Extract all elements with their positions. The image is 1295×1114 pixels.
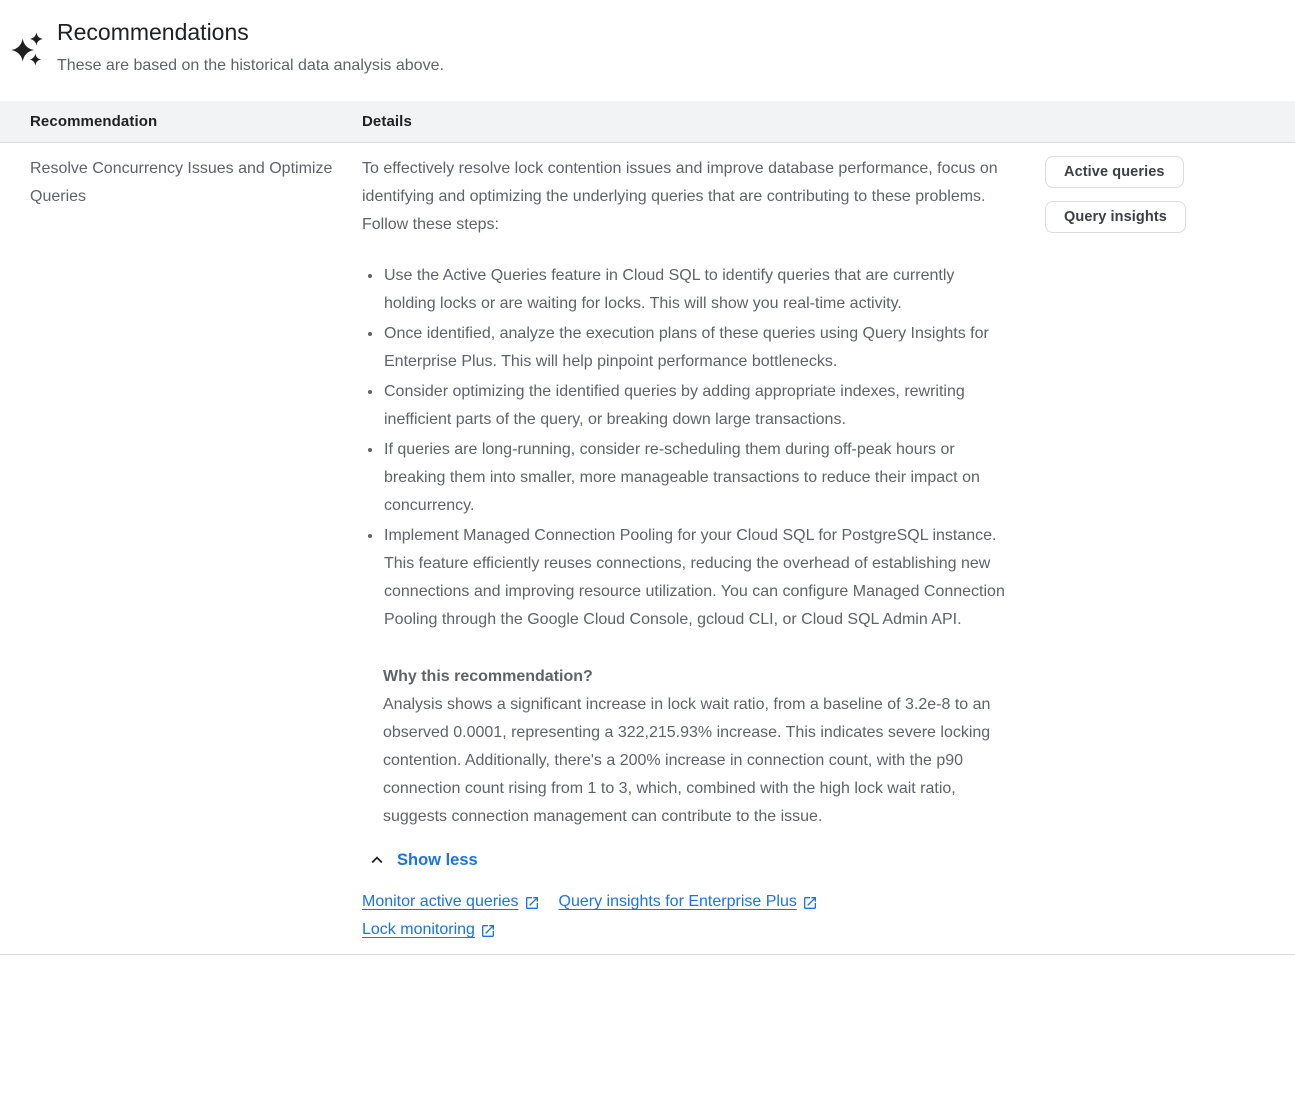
recommendations-header xyxy=(0,0,1295,78)
details-intro: To effectively resolve lock contention issues and improve database performance, focus on identifying and optimizing the underlying queries that are contributing to these problems. Follow these steps: xyxy=(362,160,998,233)
link-query-insights-enterprise-plus[interactable]: Query insights for Enterprise Plus xyxy=(559,888,818,916)
open-in-new-icon xyxy=(480,922,496,939)
page-subtitle: These are based on the historical data analysis above. xyxy=(57,57,444,74)
open-in-new-icon xyxy=(802,894,818,911)
chevron-up-icon xyxy=(366,849,388,871)
list-item: • Use the Active Queries feature in Cloud SQL to identify queries that are currently holding locks or are waiting for locks. This will show you real-time activity. xyxy=(383,262,1008,318)
list-item: • If queries are long-running, consider re-scheduling them during off-peak hours or breaking them into smaller, more manageable transactions to reduce their impact on concurrency. xyxy=(383,436,1008,520)
open-in-new-icon xyxy=(524,894,540,911)
documentation-links xyxy=(362,888,1008,944)
recommendations-table xyxy=(0,101,1295,955)
column-header-details: Details xyxy=(362,113,412,130)
link-lock-monitoring[interactable]: Lock monitoring xyxy=(362,916,496,944)
page-title: Recommendations xyxy=(57,19,249,45)
why-recommendation-heading: Why this recommendation? xyxy=(383,668,593,685)
list-item: • Once identified, analyze the execution plans of these queries using Query Insights for Enterprise Plus. This will help pinpoint performance bottlenecks. xyxy=(383,320,1008,376)
link-monitor-active-queries[interactable]: Monitor active queries xyxy=(362,888,540,916)
why-recommendation-block xyxy=(383,663,1008,831)
list-item: • Consider optimizing the identified queries by adding appropriate indexes, rewriting inefficient parts of the query, or breaking down large transactions. xyxy=(383,378,1008,434)
recommendation-cell: Resolve Concurrency Issues and Optimize Queries xyxy=(30,160,333,205)
active-queries-chip[interactable]: Active queries xyxy=(1045,156,1184,188)
table-header-row xyxy=(0,101,1295,143)
details-cell xyxy=(362,155,1020,944)
query-insights-chip[interactable]: Query insights xyxy=(1045,201,1186,233)
table-row xyxy=(0,143,1295,955)
why-recommendation-text: Analysis shows a significant increase in lock wait ratio, from a baseline of 3.2e-8 to an observed 0.0001, representing a 322,215.93% increase. This indicates severe locking contention. Additionally, there's a 200% increase in connection count, with the p90 connection count rising from 1 to 3, which, combined with the high lock wait ratio, suggests connection management can contribute to the issue. xyxy=(383,696,991,825)
show-less-button[interactable] xyxy=(366,849,478,871)
list-item: • Implement Managed Connection Pooling for your Cloud SQL for PostgreSQL instance. This feature efficiently reuses connections, reducing the overhead of establishing new connections and improving resource utilization. You can configure Managed Connection Pooling through the Google Cloud Console, gcloud CLI, or Cloud SQL Admin API. xyxy=(383,522,1008,634)
gemini-sparkle-icon xyxy=(10,29,48,69)
steps-list xyxy=(362,262,1008,634)
actions-cell xyxy=(1020,155,1295,944)
column-header-recommendation: Recommendation xyxy=(30,113,158,130)
show-less-label: Show less xyxy=(397,850,478,869)
